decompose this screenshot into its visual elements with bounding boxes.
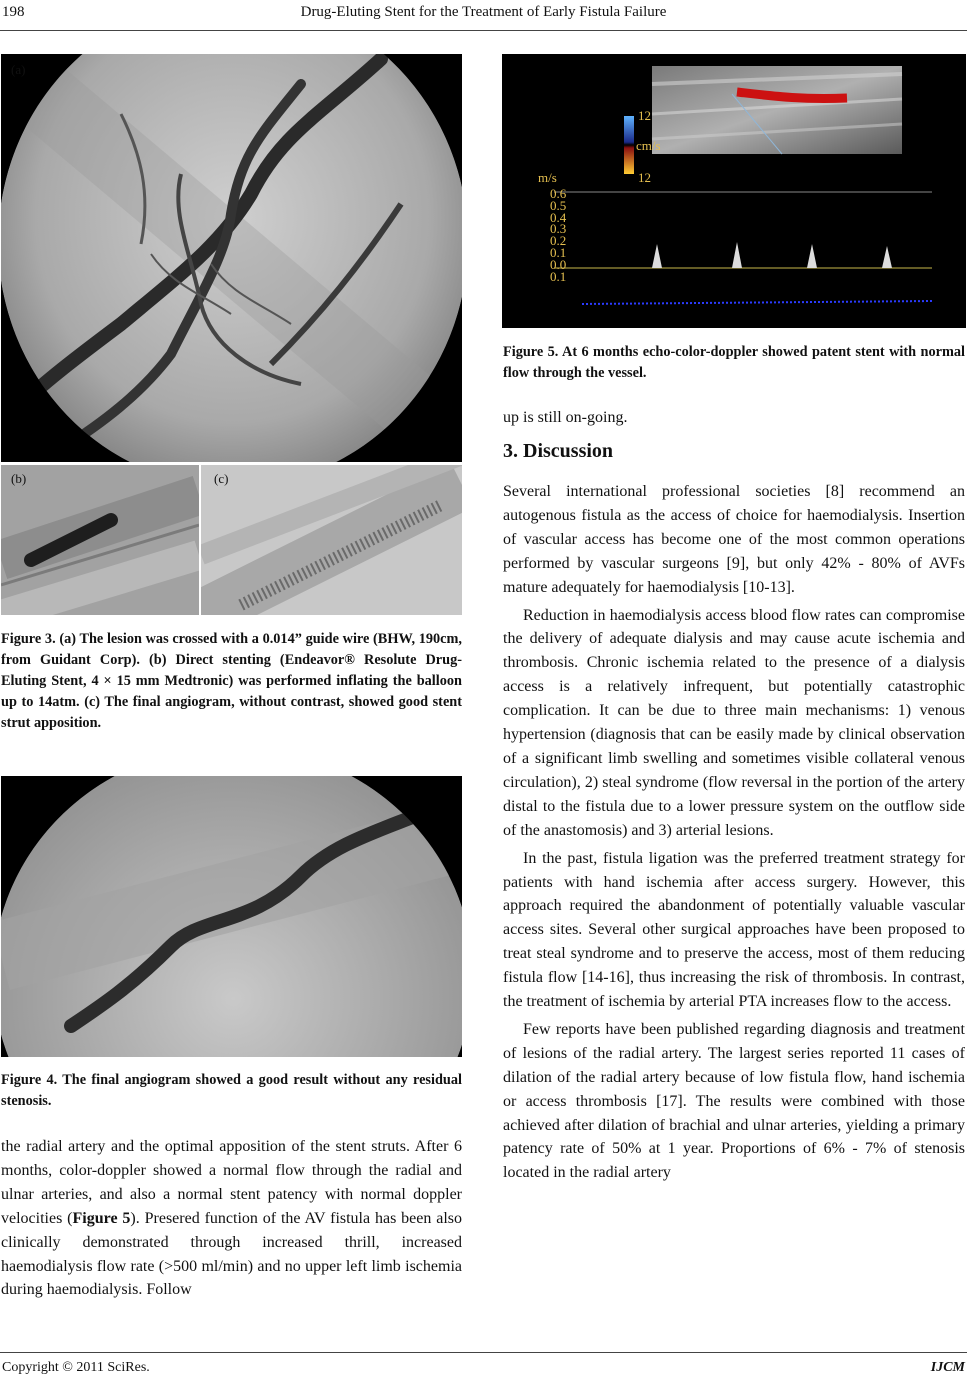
doppler-image [502,54,966,328]
doppler-scale-top: 12 [638,108,651,123]
velocity-tick: 0.6 [550,186,567,201]
velocity-tick: 0.2 [550,233,567,249]
body-paragraph: Several international professional societies [8] recommend an autogenous fistula as the access of choice for haemodialysis. Insertion of vascular access has become one of the most common operations performed by vascular surgeons [9], but only 42% - 80% of AVFs mature adequately for haemodialysis [10-13]. [503,483,965,596]
doppler-scale-bottom: 12 [638,170,651,185]
angiogram-image-a [1,54,462,462]
velocity-tick: 0.3 [550,221,567,237]
body-paragraph: Reduction in haemodialysis access blood flow rates can compromise the delivery of adequate dialysis and may cause acute ischemia and thrombosis. Chronic ischemia related to the presence of a dialysis access is a relatively infrequent, but potentially catastrophic complication. It can be due to three main mechanisms: 1) venous hypertension (diagnosis that can be easily made by clinical observation of a significant limb swelling and sometimes visible collateral venous circulation), 2) steal syndrome (flow reversal in the portion of the artery distal to the fistula due to a lower pressure system on the outflow side of the anastomosis) and 3) arterial lesions. [503,606,965,839]
figure4-caption: Figure 4. The final angiogram showed a good result without any residual stenosis. [1,1072,462,1109]
velocity-tick: 0.5 [550,197,567,213]
doppler-velocity-unit: m/s [538,170,557,185]
page-header [0,4,967,26]
figure5-panel [502,54,966,328]
footer-rule [0,1352,967,1353]
figure5-reference: Figure 5 [72,1209,131,1227]
doppler-scale-unit: cm/s [636,138,661,153]
velocity-tick: 0.1 [550,268,567,284]
left-body-text-1: the radial artery and the optimal apposition of the stent struts. After 6 months, color-doppler showed a normal flow through the radial and ulnar arteries, and also a normal stent patency with normal doppler velocities ( [1,1138,462,1227]
figure3-panel-a [1,54,462,462]
figure3-panel-b [1,465,199,615]
body-paragraph: In the past, fistula ligation was the preferred treatment strategy for patients with hand ischemia after access surgery. However, this approach required the abandonment of potentially valuable vascular access sites. Several other surgical approaches have been proposed to treat steal syndrome and to preserve the access, most of them reducing fistula flow [14-16], thus increasing the risk of thrombosis. In contrast, the treatment of ischemia by arterial PTA increases flow to the access. [503,849,965,1011]
running-title: Drug-Eluting Stent for the Treatment of Early Fistula Failure [300,4,667,20]
section-heading: 3. Discussion [503,440,614,462]
figure3-panel-c [201,465,462,615]
velocity-tick: 0.1 [550,244,567,260]
journal-name: IJCM [930,1360,965,1375]
copyright: Copyright © 2011 SciRes. [2,1360,150,1375]
doppler-velocity-axis [550,188,566,282]
figure3-label-c: (c) [214,471,229,486]
figure4-panel [1,776,462,1057]
figure3-label-a: (a) [11,62,26,77]
left-body-paragraph [1,1135,462,1302]
left-body-text-2: ). Presered function of the AV fistula has been also clinically demonstrated through increased thrill, increased haemodialysis flow rate (>500 ml/min) and no upper left limb ischemia during haemodialysis. Follow [1,1209,463,1299]
body-paragraph: Few reports have been published regarding diagnosis and treatment of lesions of the radial artery. The largest series reported 11 cases of dilation of the radial artery because of low fistula flow, hand ischemia or access thrombosis [17]. The results were combined with those achieved after dilation of brachial and ulnar arteries, yielding a primary patency rate of 50% at 1 year. Proportions of 6% - 7% of stenosis located in the radial artery [503,1020,965,1182]
page-number: 198 [2,4,25,20]
figure5-caption: Figure 5. At 6 months echo-color-doppler showed patent stent with normal flow through the vessel. [503,344,965,381]
angiogram-image-b [1,465,199,615]
velocity-tick: 0.4 [550,209,567,225]
angiogram-image-c [201,465,462,615]
velocity-tick: 0.0 [550,256,567,272]
figure3-label-b: (b) [11,471,27,486]
page-footer [2,1360,965,1376]
angiogram-image-4 [1,776,462,1057]
header-rule [0,30,967,31]
right-body [503,480,965,1185]
figure3-caption: Figure 3. (a) The lesion was crossed with a 0.014” guide wire (BHW, 190cm, from Guidant Corp). (b) Direct stenting (Endeavor® Resolute Drug-Eluting Stent, 4 × 15 mm Medtronic) was performed inflating the balloon up to 14atm. (c) The final angiogram, without contrast, showed good stent strut apposition. [1,631,462,731]
right-continuation: up is still on-going. [503,409,628,426]
